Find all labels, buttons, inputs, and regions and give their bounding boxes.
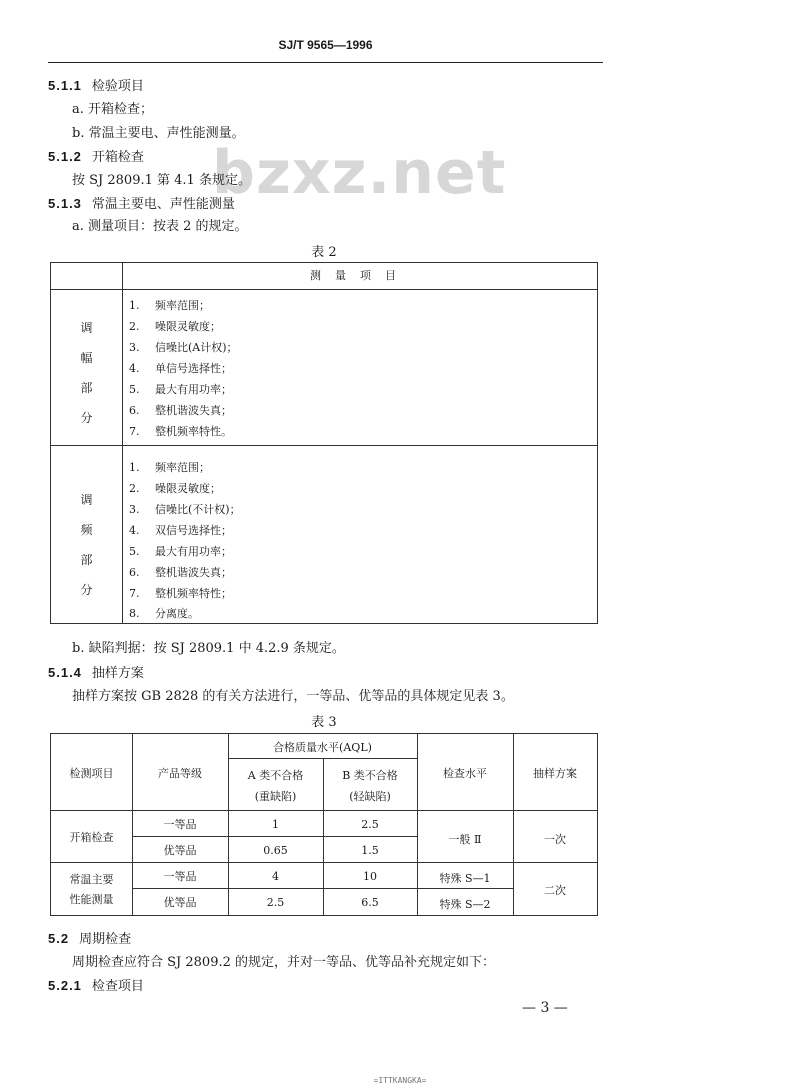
section-5-1-2-text: 按 SJ 2809.1 第 4.1 条规定。 xyxy=(72,173,251,188)
am-item xyxy=(129,381,232,397)
scan-mark: =ITTKANGKA= xyxy=(373,1076,427,1085)
table-divider xyxy=(132,888,513,889)
fm-item xyxy=(129,480,221,496)
cell-level: 一般 Ⅱ xyxy=(448,833,482,846)
item-number: 8. xyxy=(129,607,140,620)
item-text: 最大有用功率； xyxy=(155,383,232,396)
cell-aql-b: 1.5 xyxy=(361,844,379,857)
section-title: 检查项目 xyxy=(91,979,144,994)
item-number: 7. xyxy=(129,587,140,600)
page-number: — 3 — xyxy=(522,1000,568,1016)
cell-aql-a: 2.5 xyxy=(266,896,285,909)
section-5-2 xyxy=(48,930,131,949)
section-5-1-3 xyxy=(48,195,235,214)
standard-header: SJ/T 9565—1996 xyxy=(278,38,373,52)
table-2-header: 测量项目 xyxy=(310,269,410,282)
label-char: 部 xyxy=(80,381,93,395)
fm-item xyxy=(129,564,232,580)
label-char: 调 xyxy=(80,493,93,507)
fm-item xyxy=(129,501,241,517)
table-divider xyxy=(132,836,417,837)
section-5-1-2 xyxy=(48,148,144,167)
cell-aql-a: 0.65 xyxy=(263,844,288,857)
label-char: 频 xyxy=(80,523,93,537)
am-item xyxy=(129,423,232,439)
cell-aql-b: 10 xyxy=(363,870,377,883)
cell-level: 特殊 S—2 xyxy=(439,898,491,911)
header-class-a-note: (重缺陷) xyxy=(254,790,297,803)
item-number: 5. xyxy=(129,383,140,396)
table-3 xyxy=(50,733,598,916)
row-measurement-item-line1: 常温主要 xyxy=(69,873,114,886)
item-b-measurement: b. 常温主要电、声性能测量。 xyxy=(72,126,245,141)
item-number: 5. xyxy=(129,545,140,558)
fm-item xyxy=(129,522,232,538)
item-number: 6. xyxy=(129,566,140,579)
table-divider xyxy=(51,862,597,863)
item-text: 频率范围； xyxy=(155,299,210,312)
fm-item xyxy=(129,459,210,475)
row-measurement-item-line2: 性能测量 xyxy=(69,893,114,906)
section-number: 5.2 xyxy=(48,931,70,946)
table-divider xyxy=(51,289,597,290)
table-divider xyxy=(51,810,597,811)
item-text: 最大有用功率； xyxy=(155,545,232,558)
header-class-a: A 类不合格 xyxy=(247,769,304,782)
cell-aql-a: 4 xyxy=(272,870,279,883)
item-number: 3. xyxy=(129,503,140,516)
am-item xyxy=(129,318,221,334)
watermark: bzxz.net xyxy=(212,138,507,208)
label-char: 分 xyxy=(80,411,93,425)
section-number: 5.2.1 xyxy=(48,978,82,993)
item-number: 6. xyxy=(129,404,140,417)
cell-level: 特殊 S—1 xyxy=(439,872,491,885)
item-text: 整机频率特性。 xyxy=(155,425,232,438)
item-number: 2. xyxy=(129,482,140,495)
item-number: 1. xyxy=(129,461,140,474)
am-item xyxy=(129,402,232,418)
item-number: 4. xyxy=(129,362,140,375)
item-b-defect-criteria: b. 缺陷判据：按 SJ 2809.1 中 4.2.9 条规定。 xyxy=(72,641,345,656)
label-char: 调 xyxy=(80,321,93,335)
item-a-unboxing: a. 开箱检查； xyxy=(72,102,154,117)
section-title: 周期检查 xyxy=(79,932,132,947)
item-text: 频率范围； xyxy=(155,461,210,474)
table-2-caption: 表 2 xyxy=(311,245,337,260)
item-number: 7. xyxy=(129,425,140,438)
item-text: 单信号选择性； xyxy=(155,362,232,375)
table-3-caption: 表 3 xyxy=(311,715,337,730)
section-title: 检验项目 xyxy=(91,79,144,94)
row-unboxing-item: 开箱检查 xyxy=(69,831,114,844)
item-text: 噪限灵敏度； xyxy=(155,482,221,495)
item-text: 整机谐波失真； xyxy=(155,566,232,579)
am-item xyxy=(129,297,210,313)
table-2 xyxy=(50,262,598,624)
am-item xyxy=(129,360,232,376)
header-sampling-plan: 抽样方案 xyxy=(533,767,577,780)
item-text: 整机谐波失真； xyxy=(155,404,232,417)
section-5-1-4 xyxy=(48,664,144,683)
table-divider xyxy=(51,445,597,446)
fm-item xyxy=(129,605,199,621)
label-char: 部 xyxy=(80,553,93,567)
item-text: 噪限灵敏度； xyxy=(155,320,221,333)
am-item xyxy=(129,339,238,355)
header-class-b-note: (轻缺陷) xyxy=(349,790,391,803)
section-5-2-1 xyxy=(48,977,144,996)
item-number: 1. xyxy=(129,299,140,312)
table-divider xyxy=(228,758,417,759)
cell-grade: 优等品 xyxy=(163,896,197,909)
section-5-2-text: 周期检查应符合 SJ 2809.2 的规定，并对一等品、优等品补充规定如下： xyxy=(72,955,496,970)
cell-grade: 一等品 xyxy=(163,818,197,831)
section-title: 抽样方案 xyxy=(91,666,144,681)
section-5-1-1 xyxy=(48,77,144,96)
section-title: 常温主要电、声性能测量 xyxy=(91,197,235,212)
item-text: 分离度。 xyxy=(155,607,199,620)
section-number: 5.1.2 xyxy=(48,149,82,164)
group-label-am xyxy=(51,313,122,433)
section-number: 5.1.1 xyxy=(48,78,82,93)
fm-item xyxy=(129,543,232,559)
header-class-b: B 类不合格 xyxy=(342,769,398,782)
header-inspection-level: 检查水平 xyxy=(443,767,487,780)
cell-aql-b: 2.5 xyxy=(361,818,379,831)
cell-plan: 一次 xyxy=(544,833,566,846)
label-char: 幅 xyxy=(80,351,93,365)
header-rule xyxy=(48,62,603,63)
item-text: 信噪比(A计权)； xyxy=(155,341,238,354)
item-text: 双信号选择性； xyxy=(155,524,232,537)
item-number: 3. xyxy=(129,341,140,354)
section-5-1-4-text: 抽样方案按 GB 2828 的有关方法进行，一等品、优等品的具体规定见表 3。 xyxy=(72,689,514,704)
section-title: 开箱检查 xyxy=(91,150,144,165)
cell-aql-b: 6.5 xyxy=(361,896,379,909)
item-number: 2. xyxy=(129,320,140,333)
cell-grade: 一等品 xyxy=(163,870,197,883)
header-test-item: 检测项目 xyxy=(69,767,114,780)
item-a-measure-items: a. 测量项目：按表 2 的规定。 xyxy=(72,219,248,234)
cell-aql-a: 1 xyxy=(272,818,279,831)
cell-plan: 二次 xyxy=(544,884,566,897)
cell-grade: 优等品 xyxy=(163,844,197,857)
label-char: 分 xyxy=(80,583,93,597)
item-text: 信噪比(不计权)； xyxy=(155,503,241,516)
item-text: 整机频率特性； xyxy=(155,587,232,600)
table-divider xyxy=(122,263,123,623)
section-number: 5.1.3 xyxy=(48,196,82,211)
header-aql: 合格质量水平(AQL) xyxy=(273,741,372,754)
group-label-fm xyxy=(51,485,122,605)
item-number: 4. xyxy=(129,524,140,537)
section-number: 5.1.4 xyxy=(48,665,82,680)
fm-item xyxy=(129,585,232,601)
header-grade: 产品等级 xyxy=(158,767,202,780)
